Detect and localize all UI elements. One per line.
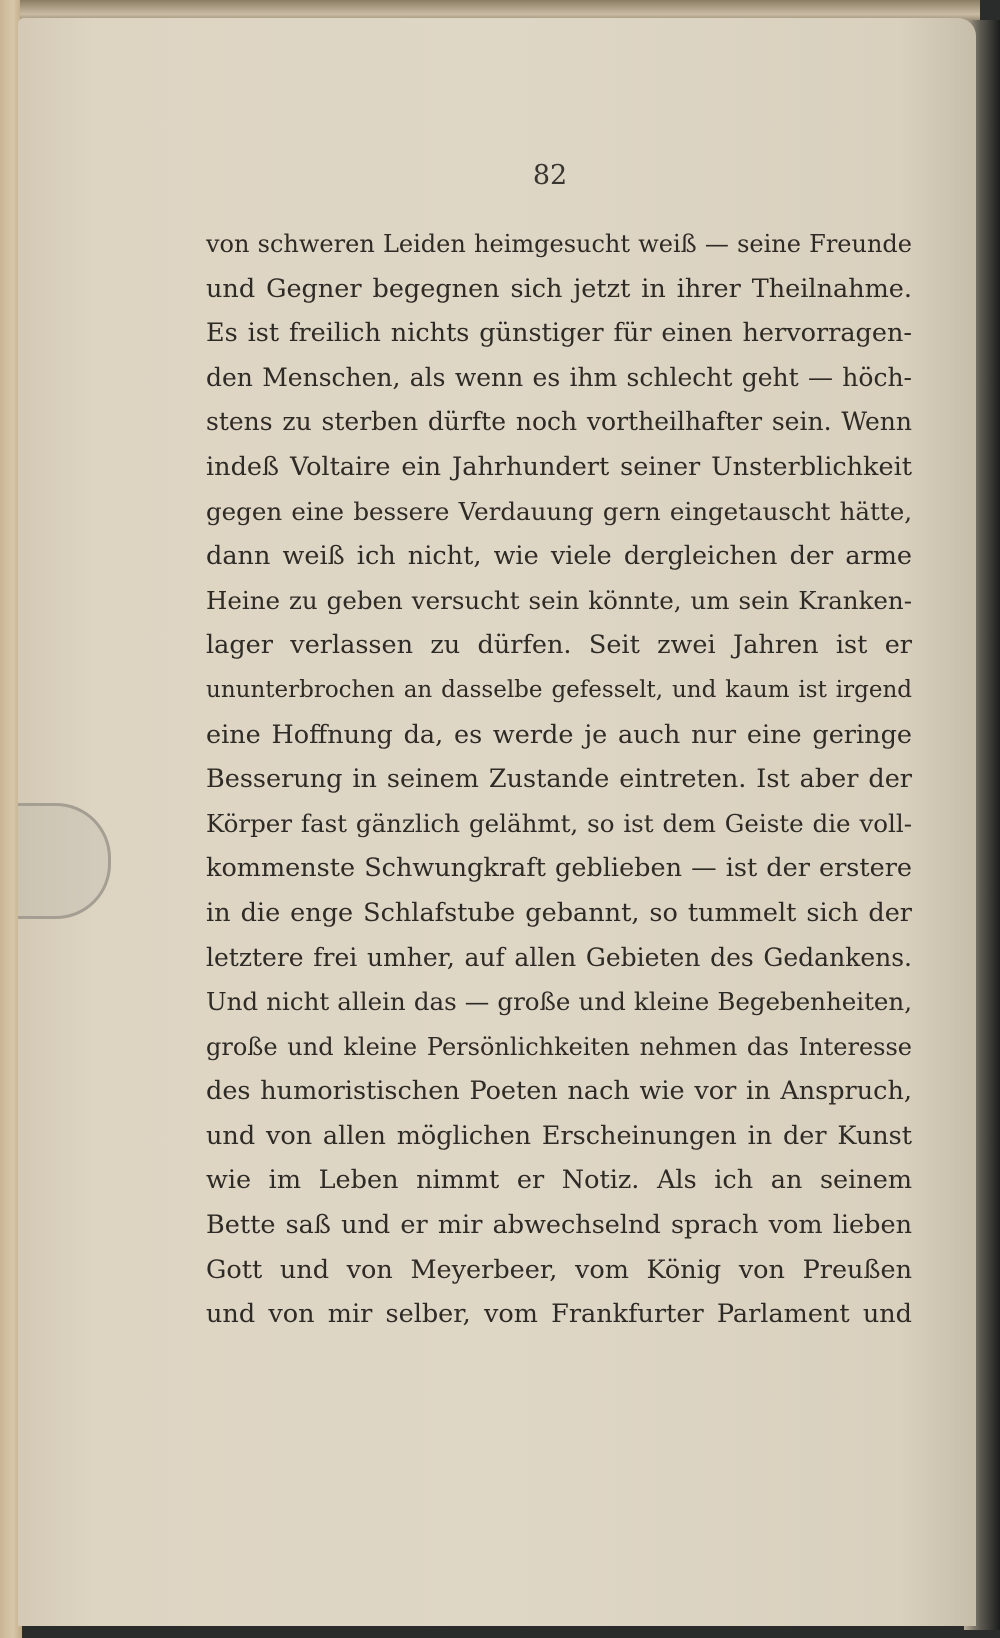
text-line: Und nicht allein das — große und kleine Begebenheiten,: [206, 987, 912, 1017]
page-number: 82: [532, 160, 568, 191]
text-line: gegen eine bessere Verdauung gern eingetauscht hätte,: [206, 496, 912, 526]
text-line: wie im Leben nimmt er Notiz. Als ich an seinem: [206, 1165, 912, 1196]
text-line: Besserung in seinem Zustande eintreten. Ist aber der: [206, 764, 912, 795]
text-line: Gott und von Meyerbeer, vom König von Preußen: [206, 1254, 912, 1285]
text-line: Es ist freilich nichts günstiger für einen hervorragen-: [206, 318, 912, 349]
text-line: von schweren Leiden heimgesucht weiß — seine Freunde: [206, 230, 912, 258]
text-line: und Gegner begegnen sich jetzt in ihrer Theilnahme.: [206, 273, 912, 304]
body-text: [206, 222, 912, 1337]
text-line: stens zu sterben dürfte noch vortheilhafter sein. Wenn: [206, 407, 912, 437]
text-line: und von allen möglichen Erscheinungen in der Kunst: [206, 1120, 912, 1151]
text-line: Heine zu geben versucht sein könnte, um sein Kranken-: [206, 585, 912, 615]
text-line: letztere frei umher, auf allen Gebieten des Gedankens.: [206, 942, 912, 972]
text-line: große und kleine Persönlichkeiten nehmen das Interesse: [206, 1032, 912, 1061]
text-line: lager verlassen zu dürfen. Seit zwei Jahren ist er: [206, 630, 912, 661]
page-clip: [18, 803, 111, 919]
text-line: und von mir selber, vom Frankfurter Parlament und: [206, 1299, 912, 1330]
text-line: dann weiß ich nicht, wie viele dergleichen der arme: [206, 541, 912, 572]
text-line: den Menschen, als wenn es ihm schlecht geht — höch-: [206, 362, 912, 392]
text-line: ununterbrochen an dasselbe gefesselt, und kaum ist irgend: [206, 676, 912, 703]
text-line: indeß Voltaire ein Jahrhundert seiner Unsterblichkeit: [206, 451, 912, 482]
text-line: Bette saß und er mir abwechselnd sprach vom lieben: [206, 1210, 912, 1241]
text-line: in die enge Schlafstube gebannt, so tummelt sich der: [206, 897, 912, 928]
text-line: eine Hoffnung da, es werde je auch nur eine geringe: [206, 719, 912, 750]
text-line: kommenste Schwungkraft geblieben — ist der erstere: [206, 853, 912, 884]
text-line: des humoristischen Poeten nach wie vor in Anspruch,: [206, 1076, 912, 1107]
text-line: Körper fast gänzlich gelähmt, so ist dem Geiste die voll-: [206, 808, 912, 838]
